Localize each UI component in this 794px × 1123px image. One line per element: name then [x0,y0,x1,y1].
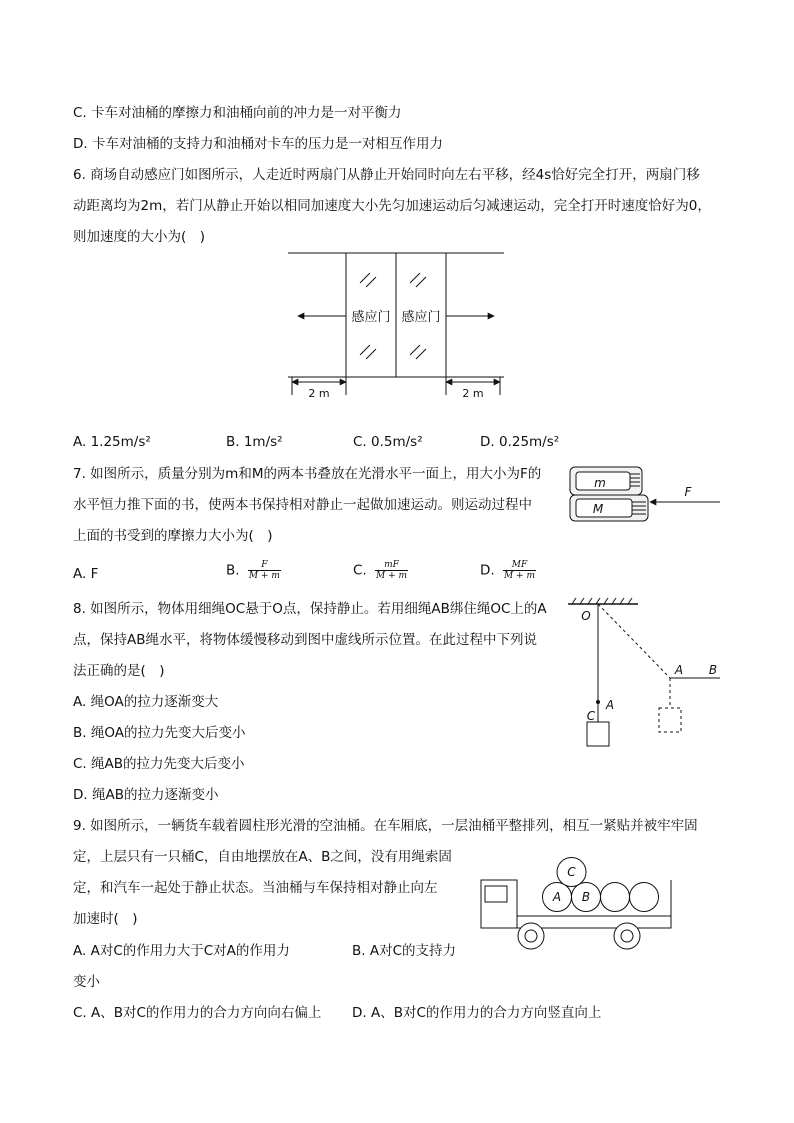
q7-stem-line3: 上面的书受到的摩擦力大小为( ) [73,528,273,544]
q6-option-b: B. 1m/s² [226,434,283,450]
q8-label-O: O [581,609,591,623]
q9-label-B: B [581,890,591,904]
q6-stem-line1: 6. 商场自动感应门如图所示，人走近时两扇门从静止开始同时向左右平移，经4s恰好完全打开，两扇门移 [73,167,700,183]
q7-books-figure [560,462,730,532]
q8-label-A: A [605,698,615,712]
q8-label-B: B [708,663,718,677]
q9-truck-figure [475,850,680,955]
q7-option-b-numerator: F [248,560,281,571]
q9-option-b: B. A对C的支持力 [352,943,457,959]
q7-option-c-numerator: mF [375,560,408,571]
q8-stem-line3: 法正确的是( ) [73,663,165,679]
q7-stem-line2: 水平恒力推下面的书，使两本书保持相对静止一起做加速运动。则运动过程中 [73,497,532,513]
q9-label-C: C [567,865,576,879]
q7-option-b-prefix: B. [226,562,240,579]
q6-option-a: A. 1.25m/s² [73,434,151,450]
q8-rope-figure [560,596,730,756]
q7-option-d-denominator: M + m [503,571,535,581]
q6-door-figure [280,245,510,405]
q8-option-a: A. 绳OA的拉力逐渐变大 [73,694,219,710]
q7-stem-line1: 7. 如图所示，质量分别为m和M的两本书叠放在光滑水平一面上，用大小为F的 [73,466,542,482]
q6-stem-line3: 则加速度的大小为( ) [73,229,206,245]
q8-option-d: D. 绳AB的拉力逐渐变小 [73,787,219,803]
q6-distance-left: 2 m [308,387,330,400]
q9-option-a: A. A对C的作用力大于C对A的作用力 [73,943,290,959]
q9-option-c: C. A、B对C的作用力的合力方向向右偏上 [73,1005,322,1021]
q8-stem-line2: 点，保持AB绳水平，将物体缓慢移动到图中虚线所示位置。在此过程中下列说 [73,632,537,648]
q9-option-d: D. A、B对C的作用力的合力方向竖直向上 [352,1005,602,1021]
q7-option-d [480,560,536,581]
q7-option-d-fraction [503,560,536,581]
q7-label-M: M [592,502,604,516]
q5-option-d: D. 卡车对油桶的支持力和油桶对卡车的压力是一对相互作用力 [73,136,443,152]
q7-option-c [353,560,408,581]
q7-label-m: m [594,476,606,490]
q8-option-b: B. 绳OA的拉力先变大后变小 [73,725,246,741]
q9-stem-line2: 定，上层只有一只桶C，自由地摆放在A、B之间，没有用绳索固 [73,849,452,865]
q9-stem-line1: 9. 如图所示，一辆货车载着圆柱形光滑的空油桶。在车厢底，一层油桶平整排列，相互一紧贴并被牢牢固 [73,818,698,834]
q6-option-d: D. 0.25m/s² [480,434,560,450]
q7-option-b-denominator: M + m [248,571,280,581]
q6-stem-line2: 动距离均为2m，若门从静止开始以相同加速度大小先匀加速运动后匀减速运动，完全打开时速度恰好为0， [73,198,711,214]
q7-option-b [226,560,281,581]
q6-door-label-left: 感应门 [351,310,391,325]
q7-option-c-fraction [375,560,408,581]
q9-option-b-continued: 变小 [73,974,100,990]
q6-option-c: C. 0.5m/s² [353,434,423,450]
q7-option-c-denominator: M + m [376,571,408,581]
q8-label-A-moved: A [674,663,684,677]
q8-label-C: C [586,709,596,723]
q7-option-b-fraction [248,560,281,581]
q7-option-d-numerator: MF [503,560,536,571]
q8-option-c: C. 绳AB的拉力先变大后变小 [73,756,245,772]
q7-label-F: F [684,485,692,499]
q9-label-A: A [552,890,562,904]
q9-stem-line3: 定，和汽车一起处于静止状态。当油桶与车保持相对静止向左 [73,880,438,896]
q7-option-a: A. F [73,566,99,582]
q7-option-d-prefix: D. [480,562,495,579]
q8-stem-line1: 8. 如图所示，物体用细绳OC悬于O点，保持静止。若用细绳AB绑住绳OC上的A [73,601,547,617]
q6-distance-right: 2 m [462,387,484,400]
q9-stem-line4: 加速时( ) [73,911,138,927]
q7-option-c-prefix: C. [353,562,367,579]
q6-door-label-right: 感应门 [401,310,441,325]
q5-option-c: C. 卡车对油桶的摩擦力和油桶向前的冲力是一对平衡力 [73,105,402,121]
